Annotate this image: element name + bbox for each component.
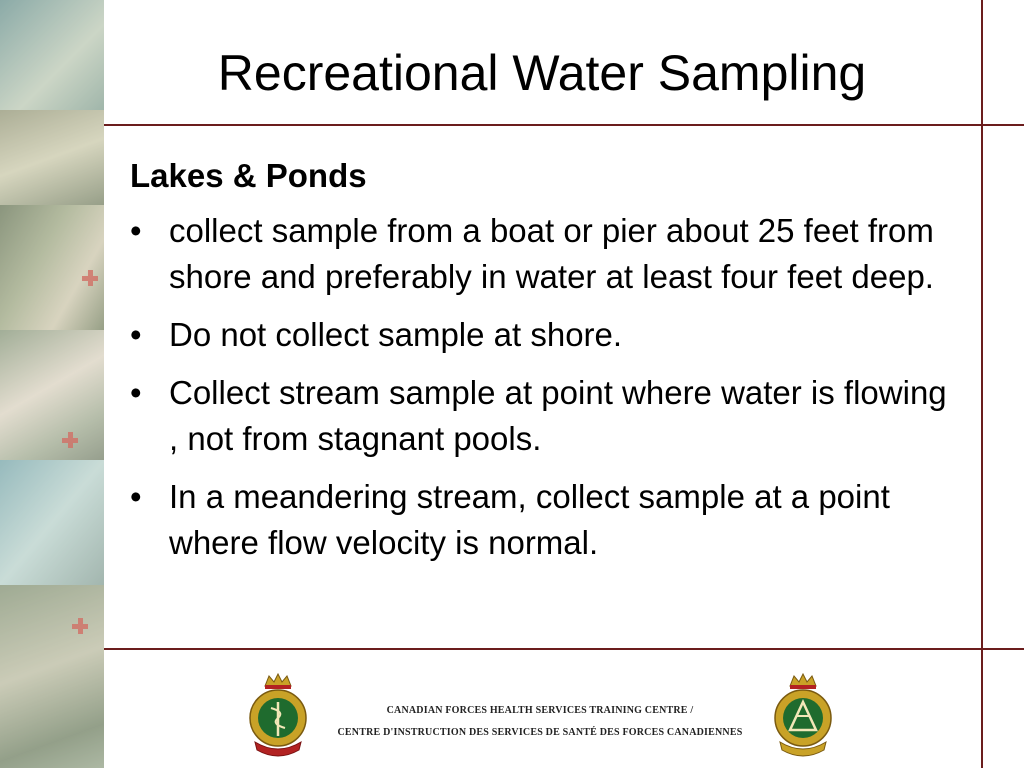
- bullet-text: collect sample from a boat or pier about 25 feet from shore and preferably in water at least four feet deep.: [169, 212, 934, 295]
- bullet-icon: •: [130, 316, 142, 353]
- footer-line-french: CENTRE D'INSTRUCTION DES SERVICES DE SANTÉ DES FORCES CANADIENNES: [337, 727, 743, 738]
- bullet-list: [130, 208, 960, 566]
- right-border-line: [981, 0, 983, 768]
- slide-title: Recreational Water Sampling: [217, 45, 867, 101]
- medical-crest-icon: [243, 672, 313, 758]
- bullet-item: [130, 474, 960, 566]
- training-crest-icon: [768, 672, 838, 758]
- bullet-item: [130, 312, 960, 358]
- bullet-text: Collect stream sample at point where water is flowing , not from stagnant pools.: [169, 374, 947, 457]
- bullet-text: In a meandering stream, collect sample at a point where flow velocity is normal.: [169, 478, 890, 561]
- side-photo-collage: [0, 0, 104, 768]
- title-divider: [104, 124, 1024, 126]
- bullet-icon: •: [130, 212, 142, 249]
- bullet-icon: •: [130, 374, 142, 411]
- footer-line-english: CANADIAN FORCES HEALTH SERVICES TRAINING CENTRE /: [386, 705, 694, 716]
- section-subheading: Lakes & Ponds: [130, 157, 367, 194]
- bullet-icon: •: [130, 478, 142, 515]
- bullet-item: [130, 370, 960, 462]
- bullet-item: [130, 208, 960, 300]
- slide-body: [130, 154, 960, 578]
- footer-organization-name: [320, 700, 760, 744]
- bullet-text: Do not collect sample at shore.: [169, 316, 623, 353]
- footer-divider: [104, 648, 1024, 650]
